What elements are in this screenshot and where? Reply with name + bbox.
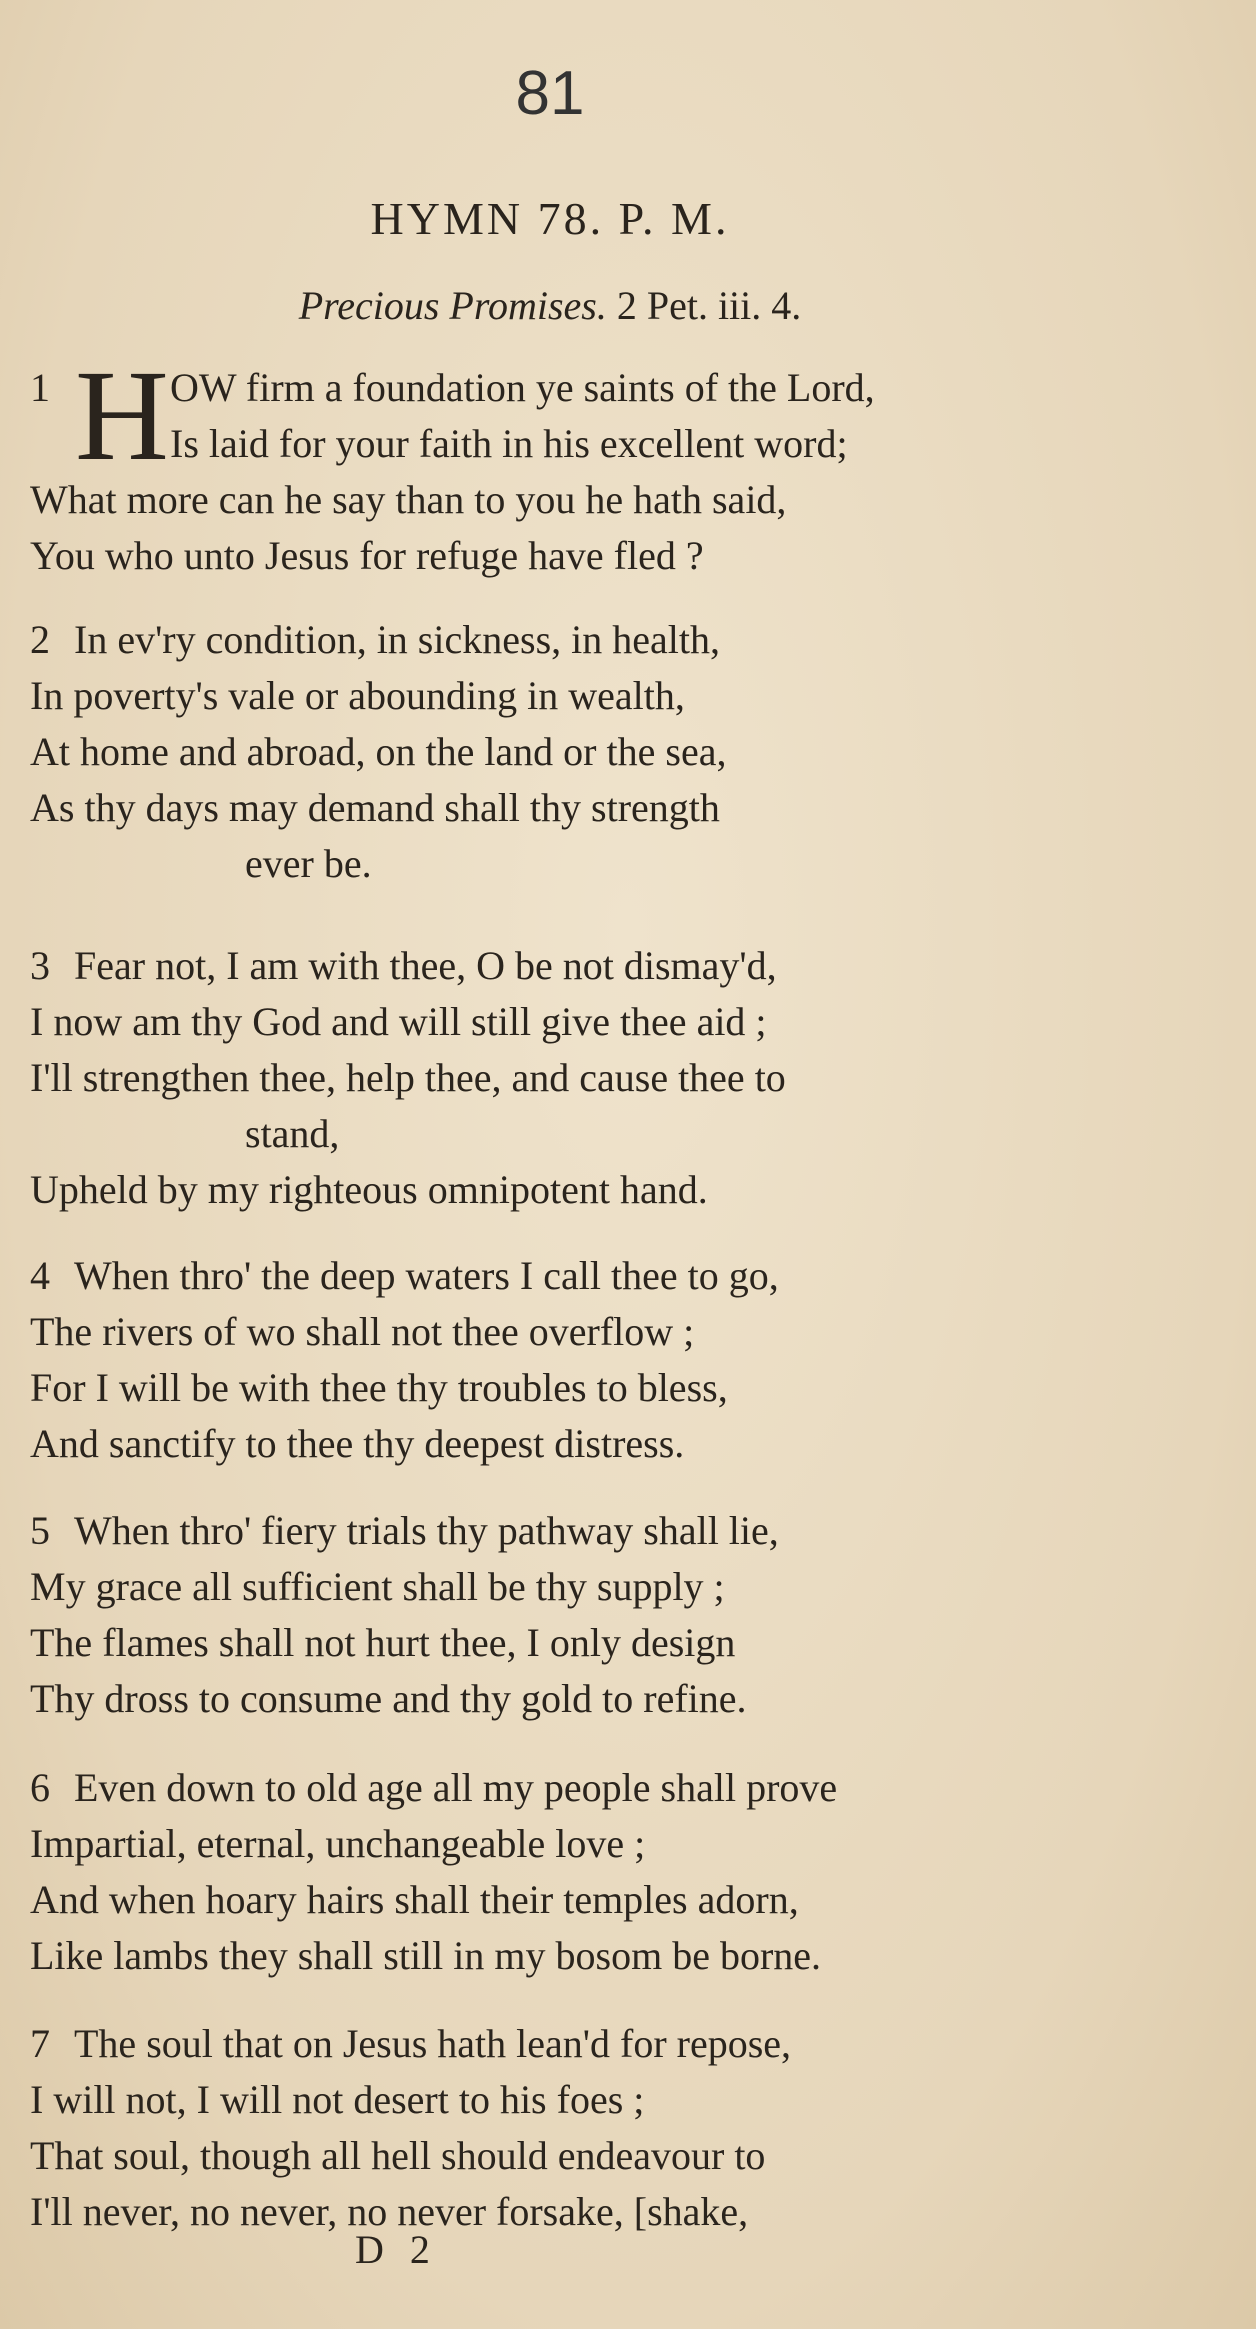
page-number: 81 (515, 59, 585, 128)
verse-line-text: Fear not, I am with thee, O be not dismay'd, (74, 943, 777, 988)
verse-line: I'll strengthen thee, help thee, and cause thee to (30, 1055, 786, 1100)
verse-6 (30, 1760, 1140, 1984)
verse-line-text: When thro' the deep waters I call thee to go, (74, 1253, 779, 1298)
verse-7 (30, 2016, 1140, 2240)
verse-line (30, 1760, 1140, 1816)
verse-line: As thy days may demand shall thy strength (30, 785, 720, 830)
verse-line: My grace all sufficient shall be thy supply ; (30, 1564, 725, 1609)
verse-1-opening (30, 344, 1140, 488)
verse-line: For I will be with thee thy troubles to bless, (30, 1365, 728, 1410)
subtitle-reference: 2 Pet. iii. 4. (616, 283, 802, 328)
verse-line: I'll never, no never, no never forsake, [shake, (30, 2189, 749, 2234)
subtitle-theme: Precious Promises. (298, 283, 607, 328)
verse-number: 4 (30, 1253, 50, 1298)
verse-line: Is laid for your faith in his excellent word; (170, 421, 848, 466)
verse-line-text: Even down to old age all my people shall prove (74, 1765, 838, 1810)
verse-4 (30, 1248, 1140, 1472)
verse-line: Upheld by my righteous omnipotent hand. (30, 1167, 708, 1212)
verse-line: I will not, I will not desert to his foes ; (30, 2077, 645, 2122)
verse-line: In poverty's vale or abounding in wealth, (30, 673, 685, 718)
verse-number: 1 (30, 365, 50, 410)
verse-line-continuation: stand, (245, 1111, 340, 1156)
verse-line: And when hoary hairs shall their temples adorn, (30, 1877, 799, 1922)
verse-number: 6 (30, 1765, 50, 1810)
verse-5 (30, 1503, 1140, 1727)
hymn-title: HYMN 78. P. M. (370, 193, 730, 244)
verse-number: 7 (30, 2021, 50, 2066)
verse-1 (30, 344, 1140, 584)
verse-3 (30, 938, 1140, 1218)
verse-line: You who unto Jesus for refuge have fled ? (30, 533, 704, 578)
verse-line (30, 1503, 1140, 1559)
verse-line: The rivers of wo shall not thee overflow ; (30, 1309, 695, 1354)
verse-line: That soul, though all hell should endeavour to (30, 2133, 766, 2178)
verse-line (30, 612, 1140, 668)
verse-line: Impartial, eternal, unchangeable love ; (30, 1821, 646, 1866)
verse-line: Like lambs they shall still in my bosom be borne. (30, 1933, 822, 1978)
signature-mark: D 2 (355, 2227, 438, 2272)
verse-line: What more can he say than to you he hath said, (30, 477, 787, 522)
verse-line: Thy dross to consume and thy gold to refine. (30, 1676, 747, 1721)
verse-line (30, 2016, 1140, 2072)
drop-cap: H (75, 344, 169, 488)
verse-line-continuation: ever be. (245, 841, 372, 886)
verse-line-text: The soul that on Jesus hath lean'd for repose, (74, 2021, 792, 2066)
verse-number: 3 (30, 943, 50, 988)
verse-line (30, 938, 1140, 994)
verse-line: And sanctify to thee thy deepest distress. (30, 1421, 685, 1466)
verse-line: The flames shall not hurt thee, I only design (30, 1620, 736, 1665)
verse-line (30, 1248, 1140, 1304)
verse-number: 2 (30, 617, 50, 662)
verse-line-text: In ev'ry condition, in sickness, in health, (74, 617, 720, 662)
verse-2 (30, 612, 1140, 892)
verse-line-text: When thro' fiery trials thy pathway shall lie, (74, 1508, 779, 1553)
verse-number: 5 (30, 1508, 50, 1553)
verse-line: OW firm a foundation ye saints of the Lord, (170, 365, 875, 410)
verse-line: At home and abroad, on the land or the sea, (30, 729, 727, 774)
verse-line: I now am thy God and will still give thee aid ; (30, 999, 767, 1044)
hymn-subtitle (0, 282, 1100, 329)
